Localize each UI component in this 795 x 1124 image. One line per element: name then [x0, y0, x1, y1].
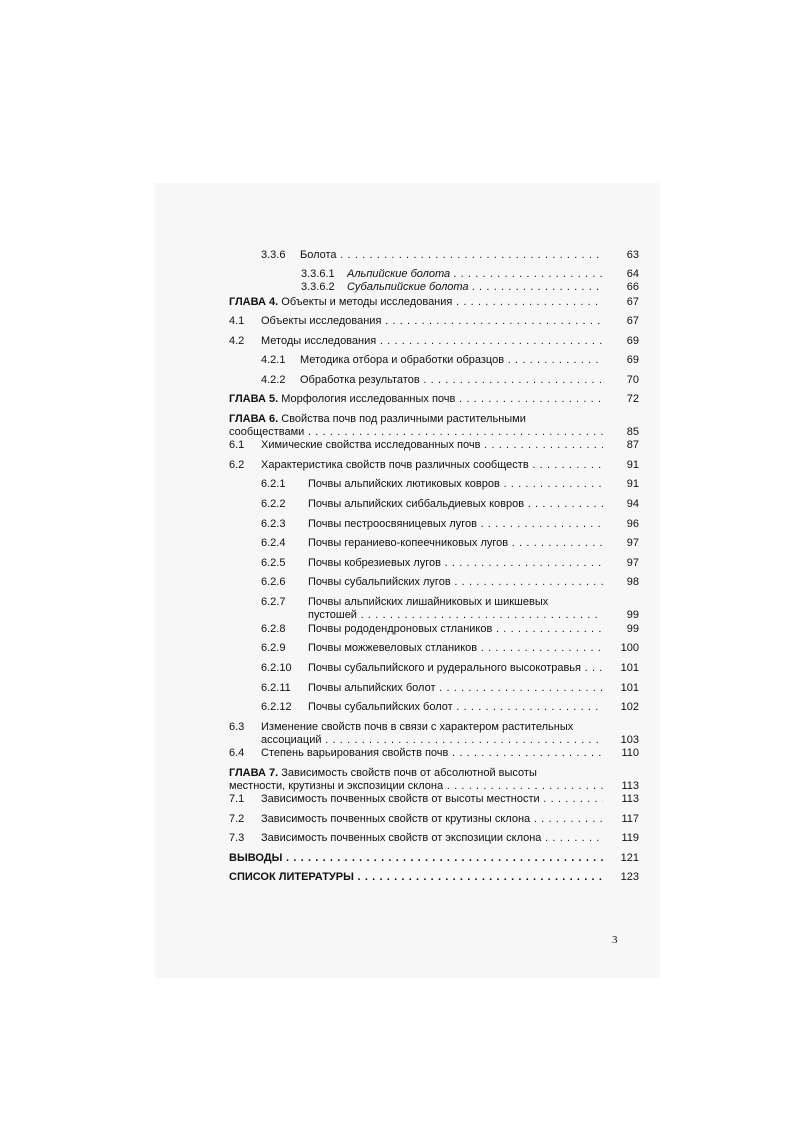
toc-chapter-7-line1[interactable]: ГЛАВА 7. Зависимость свойств почв от абсолютной высоты	[229, 767, 537, 779]
toc-entry-6-2-7-line1[interactable]: 6.2.7 Почвы альпийских лишайниковых и шикшевых	[261, 596, 549, 608]
toc-entry-4-2[interactable]: 4.2 Методы исследования . . . 69	[229, 334, 639, 348]
toc-entry-6-2-1[interactable]: 6.2.1 Почвы альпийских лютиковых ковров . . . 91	[229, 477, 639, 491]
toc-entry-6-2-5[interactable]: 6.2.5 Почвы кобрезиевых лугов . . . 97	[229, 556, 639, 570]
toc-references[interactable]: СПИСОК ЛИТЕРАТУРЫ . . . 123	[229, 870, 639, 884]
toc-entry-6-3-line1[interactable]: 6.3 Изменение свойств почв в связи с характером растительных	[229, 721, 574, 733]
toc-entry-6-2-4[interactable]: 6.2.4 Почвы гераниево-копеечниковых лугов . . . 97	[229, 536, 639, 550]
toc-entry-6-2-10[interactable]: 6.2.10 Почвы субальпийского и рудерального высокотравья . . . 101	[229, 661, 639, 675]
page-number: 3	[612, 934, 618, 946]
toc-entry-4-2-2[interactable]: 4.2.2 Обработка результатов . . . 70	[229, 373, 639, 387]
toc-entry-6-2-2[interactable]: 6.2.2 Почвы альпийских сиббальдиевых ковров . . . 94	[229, 497, 639, 511]
toc-entry-6-2-6[interactable]: 6.2.6 Почвы субальпийских лугов . . . 98	[229, 575, 639, 589]
toc-entry-3-3-6-2[interactable]: 3.3.6.2 Субальпийские болота . . . 66	[229, 280, 639, 294]
toc-entry-7-2[interactable]: 7.2 Зависимость почвенных свойств от крутизны склона . . . 117	[229, 812, 639, 826]
toc-chapter-4[interactable]: ГЛАВА 4. Объекты и методы исследования . . . 67	[229, 295, 639, 309]
toc-entry-6-4[interactable]: 6.4 Степень варьирования свойств почв . . . 110	[229, 746, 639, 760]
toc-entry-6-2-8[interactable]: 6.2.8 Почвы рододендроновых стлаников . . . 99	[229, 622, 639, 636]
toc-entry-6-2[interactable]: 6.2 Характеристика свойств почв различных сообществ . . . 91	[229, 458, 639, 472]
toc-entry-6-2-3[interactable]: 6.2.3 Почвы пестроосвяницевых лугов . . . 96	[229, 517, 639, 531]
toc-chapter-6-line2[interactable]: сообществами . . . 85	[229, 425, 639, 439]
toc-entry-7-1[interactable]: 7.1 Зависимость почвенных свойств от высоты местности . . . 113	[229, 792, 639, 806]
toc-entry-6-2-9[interactable]: 6.2.9 Почвы можжевеловых стлаников . . . 100	[229, 641, 639, 655]
toc-entry-6-2-11[interactable]: 6.2.11 Почвы альпийских болот . . . 101	[229, 681, 639, 695]
toc-chapter-5[interactable]: ГЛАВА 5. Морфология исследованных почв . . . 72	[229, 392, 639, 406]
toc-entry-6-1[interactable]: 6.1 Химические свойства исследованных почв . . . 87	[229, 438, 639, 452]
toc-entry-6-2-7-line2[interactable]: пустошей . . . 99	[229, 608, 639, 622]
toc-entry-3-3-6[interactable]: 3.3.6 Болота . . . 63	[229, 248, 639, 262]
toc-chapter-6-line1[interactable]: ГЛАВА 6. Свойства почв под различными растительными	[229, 413, 526, 425]
toc-chapter-7-line2[interactable]: местности, крутизны и экспозиции склона . . . 113	[229, 779, 639, 793]
toc-entry-6-3-line2[interactable]: ассоциаций . . . 103	[229, 733, 639, 747]
toc-entry-4-2-1[interactable]: 4.2.1 Методика отбора и обработки образцов . . . 69	[229, 353, 639, 367]
toc-entry-4-1[interactable]: 4.1 Объекты исследования . . . 67	[229, 314, 639, 328]
toc-conclusions[interactable]: ВЫВОДЫ . . . 121	[229, 851, 639, 865]
toc-entry-6-2-12[interactable]: 6.2.12 Почвы субальпийских болот . . . 102	[229, 700, 639, 714]
toc-entry-7-3[interactable]: 7.3 Зависимость почвенных свойств от экспозиции склона . . . 119	[229, 831, 639, 845]
toc-entry-3-3-6-1[interactable]: 3.3.6.1 Альпийские болота . . . 64	[229, 267, 639, 281]
